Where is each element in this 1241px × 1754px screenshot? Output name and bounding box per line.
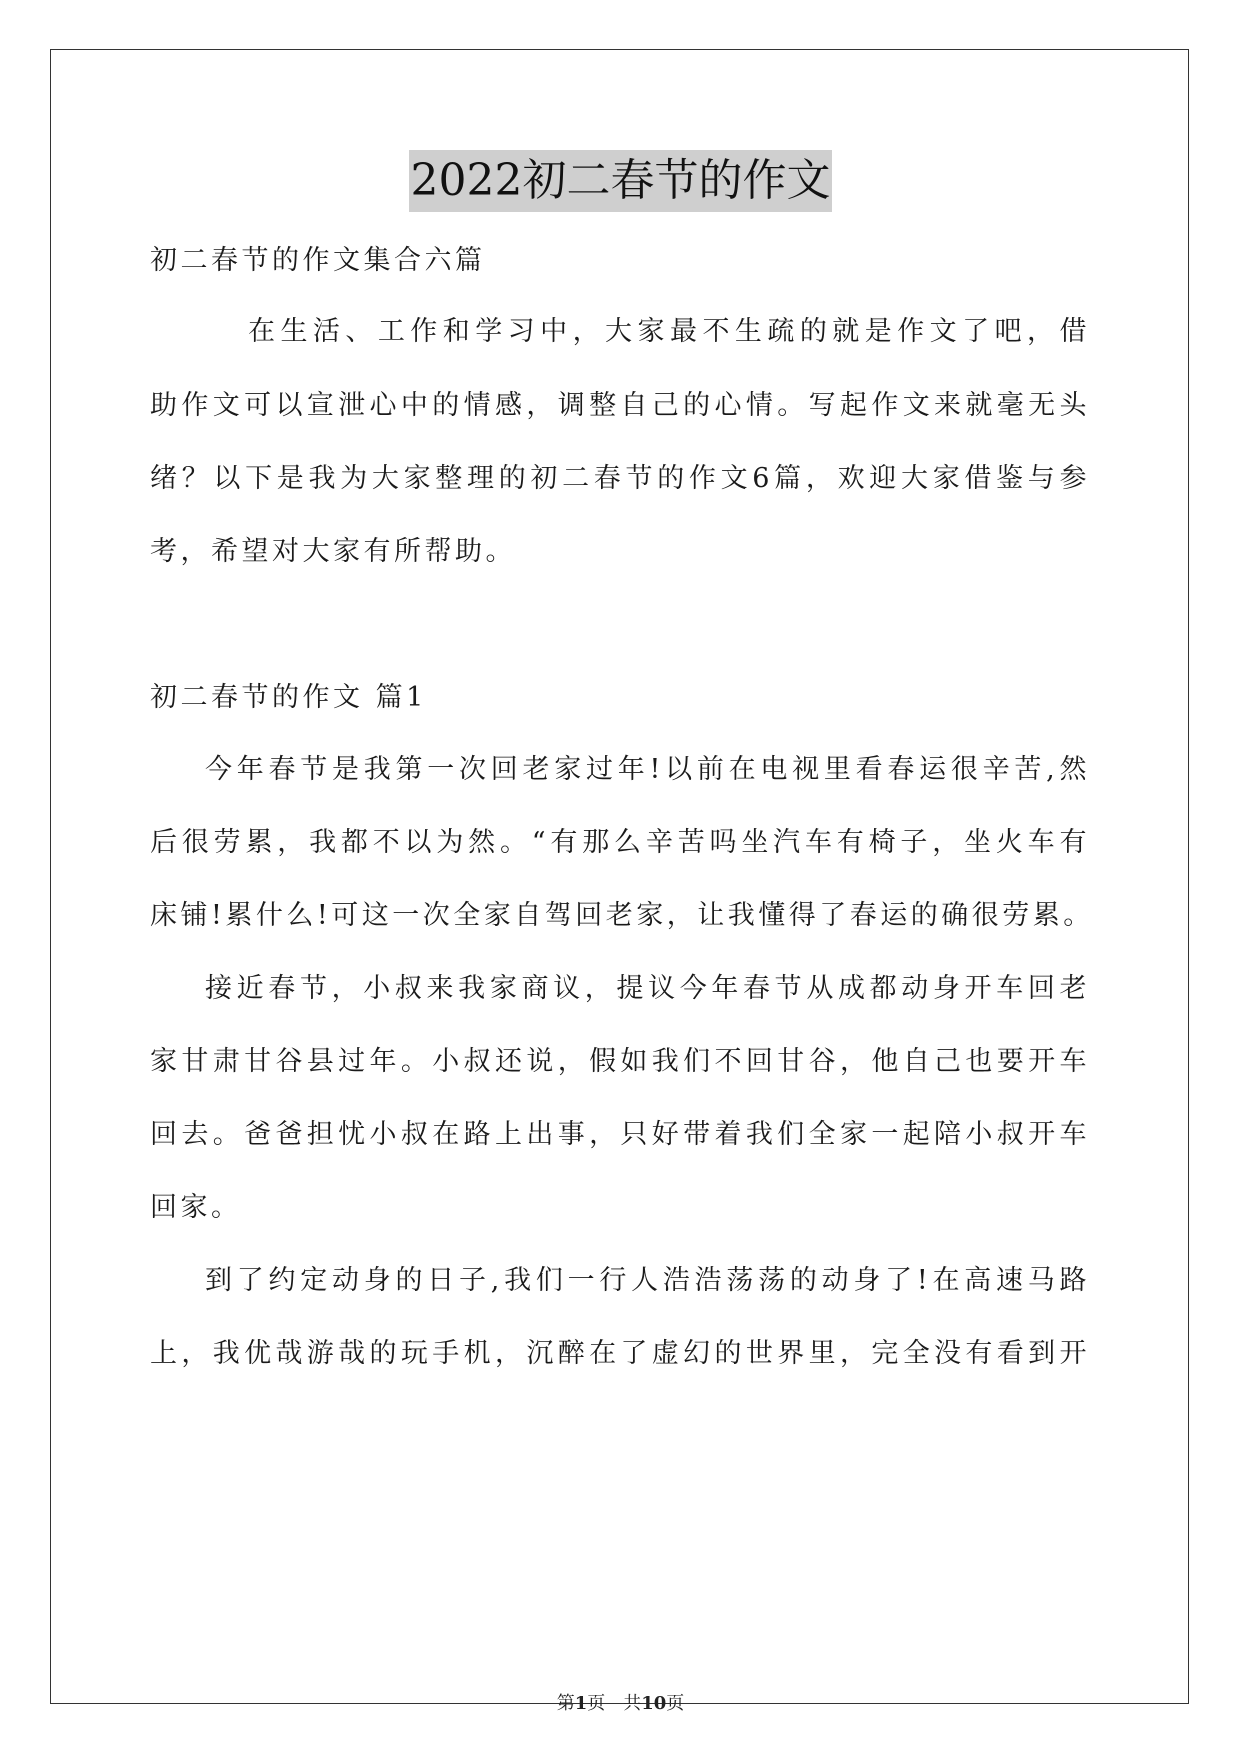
page-mid: 页 共 <box>587 1693 642 1714</box>
paragraph1-line-2: 后很劳累，我都不以为然。“有那么辛苦吗坐汽车有椅子，坐火车有 <box>150 827 1090 858</box>
paragraph2-line-1: 接近春节，小叔来我家商议，提议今年春节从成都动身开车回老 <box>205 973 1090 1004</box>
paragraph2-line-3: 回去。爸爸担忧小叔在路上出事，只好带着我们全家一起陪小叔开车 <box>150 1119 1090 1150</box>
intro-line-2: 助作文可以宣泄心中的情感，调整自己的心情。写起作文来就毫无头 <box>150 390 1090 421</box>
document-subtitle: 初二春节的作文集合六篇 <box>150 245 486 276</box>
paragraph1-line-3: 床铺!累什么!可这一次全家自驾回老家，让我懂得了春运的确很劳累。 <box>150 900 1094 931</box>
page-border <box>50 49 1189 1704</box>
page-total: 10 <box>641 1693 667 1714</box>
document-title: 2022初二春节的作文 <box>409 150 833 212</box>
page-prefix: 第 <box>556 1693 575 1714</box>
paragraph2-line-2: 家甘肃甘谷县过年。小叔还说，假如我们不回甘谷，他自己也要开车 <box>150 1046 1090 1077</box>
intro-line-1: 在生活、工作和学习中，大家最不生疏的就是作文了吧，借 <box>248 316 1090 347</box>
intro-line-4: 考，希望对大家有所帮助。 <box>150 536 516 567</box>
paragraph2-line-4: 回家。 <box>150 1192 242 1223</box>
page-suffix: 页 <box>666 1693 685 1714</box>
paragraph3-line-1: 到了约定动身的日子,我们一行人浩浩荡荡的动身了!在高速马路 <box>205 1265 1090 1296</box>
paragraph3-line-2: 上，我优哉游哉的玩手机，沉醉在了虚幻的世界里，完全没有看到开 <box>150 1338 1090 1369</box>
intro-line-3: 绪？以下是我为大家整理的初二春节的作文6篇，欢迎大家借鉴与参 <box>150 463 1090 494</box>
paragraph1-line-1: 今年春节是我第一次回老家过年!以前在电视里看春运很辛苦,然 <box>205 754 1090 785</box>
page-number <box>0 1689 1241 1715</box>
title-wrapper <box>0 150 1241 212</box>
page-current: 1 <box>574 1693 588 1714</box>
section-heading: 初二春节的作文 篇1 <box>150 682 427 713</box>
